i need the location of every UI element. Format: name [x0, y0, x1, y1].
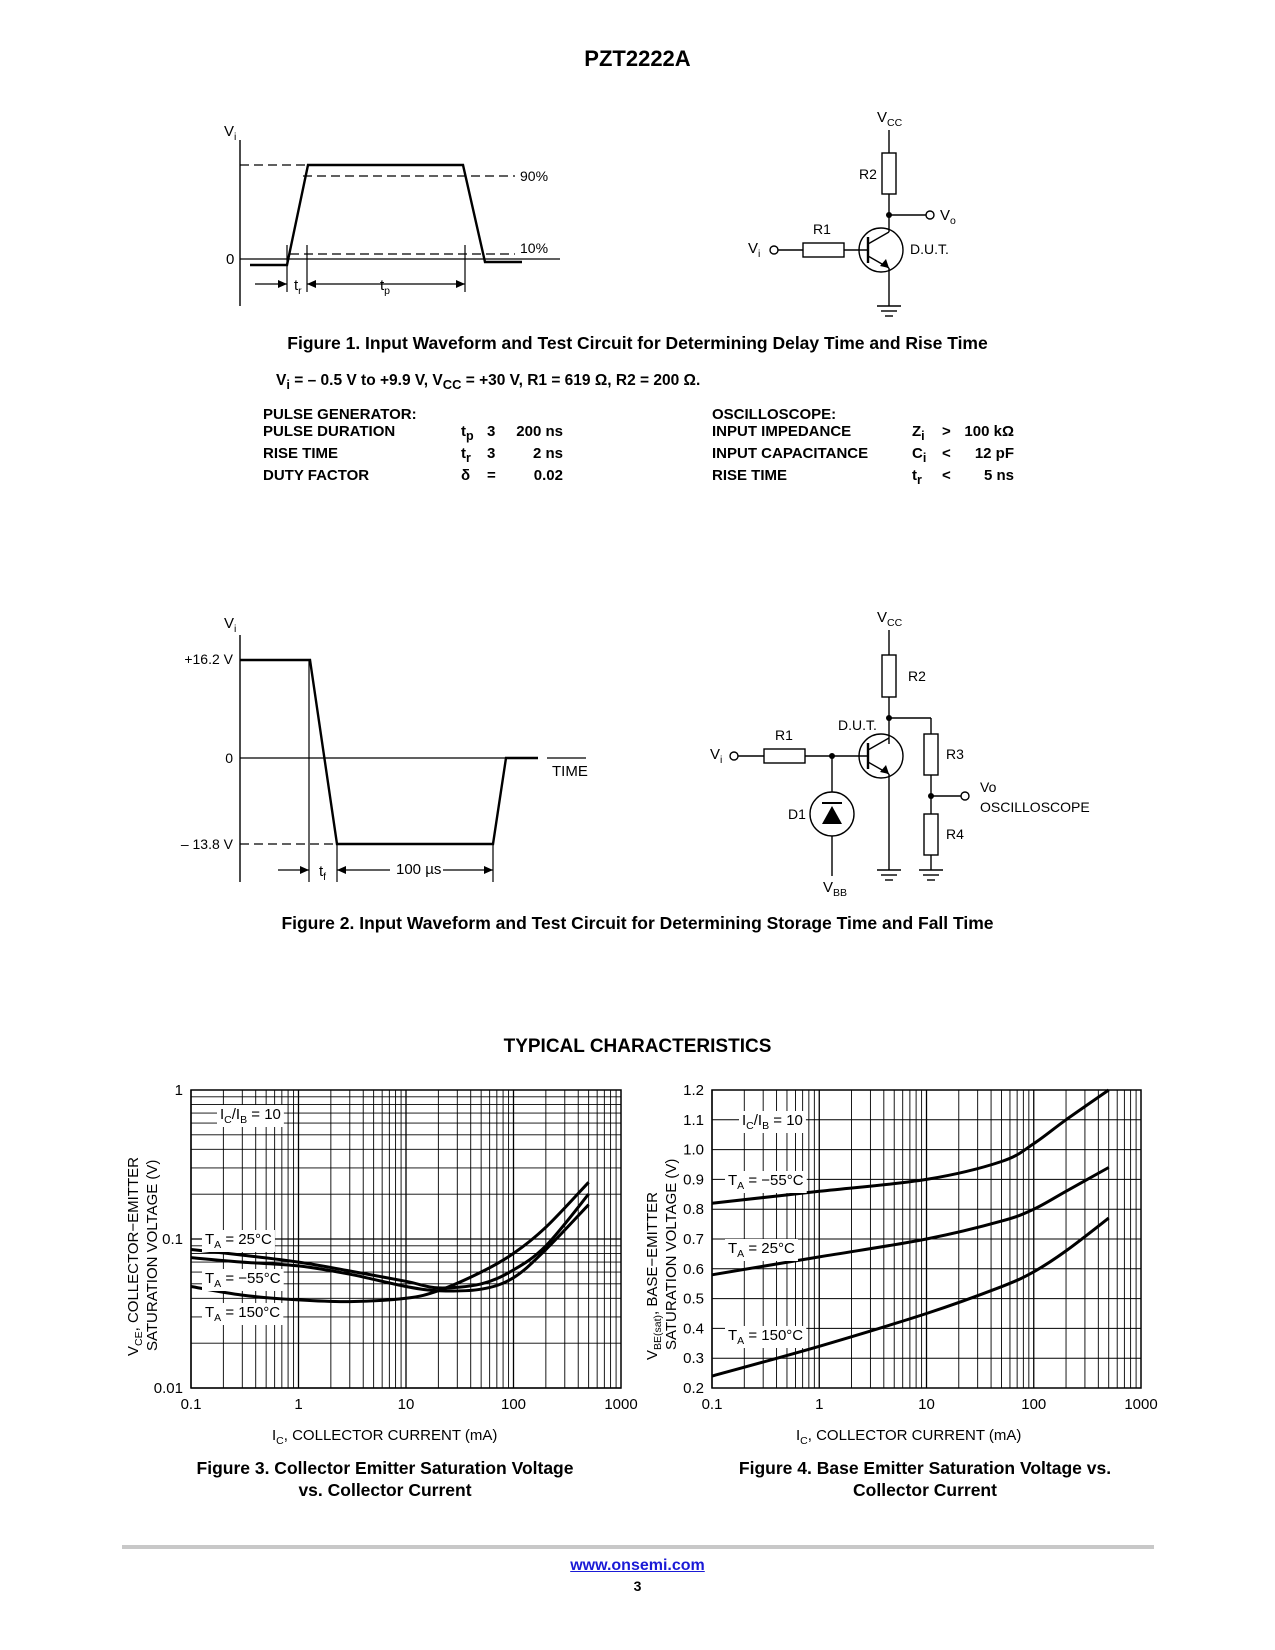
fig3-series-150c-label: $T_A = 150^\circ C$ — [205, 1304, 281, 1324]
fig1-pulse — [250, 165, 522, 265]
fig4-series-m55c-label: $T_A = -55^\circ C$ — [728, 1172, 804, 1192]
fig2-r2-label: R2 — [908, 668, 926, 684]
table-row: RISE TIME $t_r$ 3 2 ns — [263, 445, 563, 465]
oscilloscope-heading: OSCILLOSCOPE: — [712, 406, 837, 423]
figure4-caption — [700, 1457, 1150, 1501]
fig4-ylabel: $V_{BE(sat)}$, BASE−EMITTER — [644, 1192, 664, 1360]
figure1-caption: Figure 1. Input Waveform and Test Circuit for Determining Delay Time and Rise Time — [287, 333, 988, 353]
page-title: PZT2222A — [584, 46, 691, 71]
fig3-x-tick-label: 0.1 — [180, 1396, 202, 1413]
fig2-dut-label: D.U.T. — [838, 717, 877, 733]
figure4-caption-line1: Figure 4. Base Emitter Saturation Voltage vs. — [738, 1458, 1112, 1478]
figure3-caption — [160, 1457, 610, 1501]
fig3-series-m55c-label: $T_A = -55^\circ C$ — [205, 1270, 281, 1290]
fig4-y-tick-label: 0.3 — [683, 1350, 704, 1368]
pulse-generator-heading: PULSE GENERATOR: — [263, 406, 417, 423]
footer-divider — [122, 1545, 1154, 1549]
fig3-series-25c-label: $T_A = 25^\circ C$ — [205, 1231, 272, 1251]
fig3-ratio-annotation: $I_C/I_B = 10$ — [220, 1106, 281, 1126]
fig4-y-tick-label: 0.8 — [683, 1201, 704, 1219]
fig2-r4-label: R4 — [946, 826, 964, 842]
fig2-tf-label: $t_f$ — [319, 863, 327, 883]
fig4-x-tick-label: 100 — [1021, 1396, 1047, 1413]
fig2-vlow-label: – 13.8 V — [180, 836, 233, 852]
footer-website-link[interactable]: www.onsemi.com — [570, 1557, 705, 1574]
fig3-x-tick-label: 1000 — [604, 1396, 638, 1413]
fig1-wave-vi-label: $V_i$ — [224, 123, 237, 143]
fig4-series-150c-label: $T_A = 150^\circ C$ — [728, 1327, 804, 1347]
fig3-x-tick-label: 100 — [500, 1396, 527, 1413]
fig4-y-tick-label: 0.5 — [683, 1290, 704, 1308]
fig4-y-tick-label: 0.7 — [683, 1231, 704, 1248]
figure1-conditions: $V_i$ = – 0.5 V to +9.9 V, $V_{CC} = +30$ V, R1 = 619 Ω, R2 = 200 Ω. — [276, 372, 701, 393]
fig1-r1-label: R1 — [813, 221, 831, 237]
fig3-x-tick-label: 10 — [397, 1396, 415, 1413]
fig2-r1-resistor — [764, 749, 805, 763]
fig3-y-tick-label: 0.1 — [162, 1231, 183, 1248]
pulse-generator-table — [263, 406, 563, 484]
fig1-dut-label: D.U.T. — [910, 241, 949, 257]
fig1-zero-label: 0 — [226, 251, 235, 268]
fig4-ratio-annotation: $I_C/I_B = 10$ — [742, 1112, 803, 1132]
fig1-tr-label: $t_r$ — [294, 277, 302, 297]
fig4-ylabel-line2: SATURATION VOLTAGE (V) — [663, 1158, 680, 1350]
figure3-caption-line2: vs. Collector Current — [298, 1480, 472, 1500]
fig2-d1-label: D1 — [788, 806, 806, 822]
fig2-vi-label: $V_i$ — [710, 746, 723, 766]
fig2-vcc-label: $V_{CC}$ — [877, 609, 903, 629]
figure3-caption-line1: Figure 3. Collector Emitter Saturation Voltage — [196, 1458, 574, 1478]
fig2-r3-label: R3 — [946, 746, 964, 762]
figure2-caption: Figure 2. Input Waveform and Test Circuit for Determining Storage Time and Fall Time — [281, 913, 994, 933]
fig4-y-tick-label: 0.4 — [683, 1320, 704, 1338]
fig2-r3-resistor — [924, 734, 938, 775]
fig2-pulse — [240, 660, 538, 844]
table-row: INPUT CAPACITANCE $C_i$ < 12 pF — [712, 445, 1014, 465]
fig3-xlabel: $I_C$, COLLECTOR CURRENT (mA) — [272, 1427, 498, 1447]
table-row: DUTY FACTOR δ = 0.02 — [263, 467, 563, 484]
fig4-xlabel: $I_C$, COLLECTOR CURRENT (mA) — [796, 1427, 1022, 1447]
fig1-vo-label: $V_o$ — [940, 207, 956, 227]
fig4-x-tick-label: 0.1 — [701, 1396, 723, 1413]
table-row: PULSE DURATION $t_p$ 3 200 ns — [263, 423, 563, 443]
fig2-time-label: TIME — [552, 763, 588, 780]
table-row: RISE TIME $t_r$ < 5 ns — [712, 467, 1014, 487]
fig2-vo-label: Vo — [980, 779, 997, 795]
fig1-vi-label: $V_i$ — [748, 240, 761, 260]
fig3-y-tick-label: 1 — [174, 1082, 183, 1099]
fig1-90pct-label: 90% — [520, 168, 549, 184]
fig4-y-tick-label: 1.0 — [683, 1141, 704, 1159]
fig2-r4-resistor — [924, 814, 938, 855]
fig4-y-tick-label: 1.2 — [683, 1082, 704, 1099]
fig3-y-tick-label: 0.01 — [153, 1380, 183, 1397]
page-number: 3 — [633, 1578, 642, 1594]
typical-characteristics-title: TYPICAL CHARACTERISTICS — [503, 1036, 772, 1057]
fig2-zero-label: 0 — [225, 750, 233, 766]
fig4-series-25c-label: $T_A = 25^\circ C$ — [728, 1240, 795, 1260]
fig3-ylabel: $V_{CE}$, COLLECTOR−EMITTER — [125, 1157, 145, 1356]
fig3-x-tick-label: 1 — [294, 1396, 303, 1413]
fig4-y-tick-label: 0.9 — [683, 1171, 704, 1189]
fig4-y-tick-label: 1.1 — [683, 1111, 704, 1129]
fig3-ylabel-line2: SATURATION VOLTAGE (V) — [144, 1159, 161, 1351]
oscilloscope-table — [712, 406, 1014, 489]
fig1-r2-label: R2 — [859, 166, 877, 182]
fig4-x-tick-label: 1 — [815, 1396, 824, 1413]
fig1-r1-resistor — [803, 243, 844, 257]
fig4-y-tick-label: 0.2 — [683, 1380, 704, 1397]
fig2-r1-label: R1 — [775, 727, 793, 743]
figure4-caption-line2: Collector Current — [853, 1480, 997, 1500]
fig2-duration-label: 100 µs — [396, 861, 442, 878]
fig4-y-tick-label: 0.6 — [683, 1260, 704, 1278]
fig2-vhigh-label: +16.2 V — [184, 651, 233, 667]
fig4-x-tick-label: 1000 — [1124, 1396, 1158, 1413]
fig1-r2-resistor — [882, 153, 896, 194]
fig1-tp-label: $t_p$ — [380, 277, 391, 297]
fig2-wave-vi-label: $V_i$ — [224, 615, 237, 635]
fig2-oscilloscope-label: OSCILLOSCOPE — [980, 799, 1090, 815]
fig2-r2-resistor — [882, 655, 896, 697]
fig2-vbb-label: $V_{BB}$ — [823, 879, 848, 899]
table-row: INPUT IMPEDANCE $Z_i$ > 100 kΩ — [712, 423, 1014, 443]
fig1-10pct-label: 10% — [520, 240, 549, 256]
fig1-vcc-label: $V_{CC}$ — [877, 109, 903, 129]
fig4-x-tick-label: 10 — [918, 1396, 935, 1413]
